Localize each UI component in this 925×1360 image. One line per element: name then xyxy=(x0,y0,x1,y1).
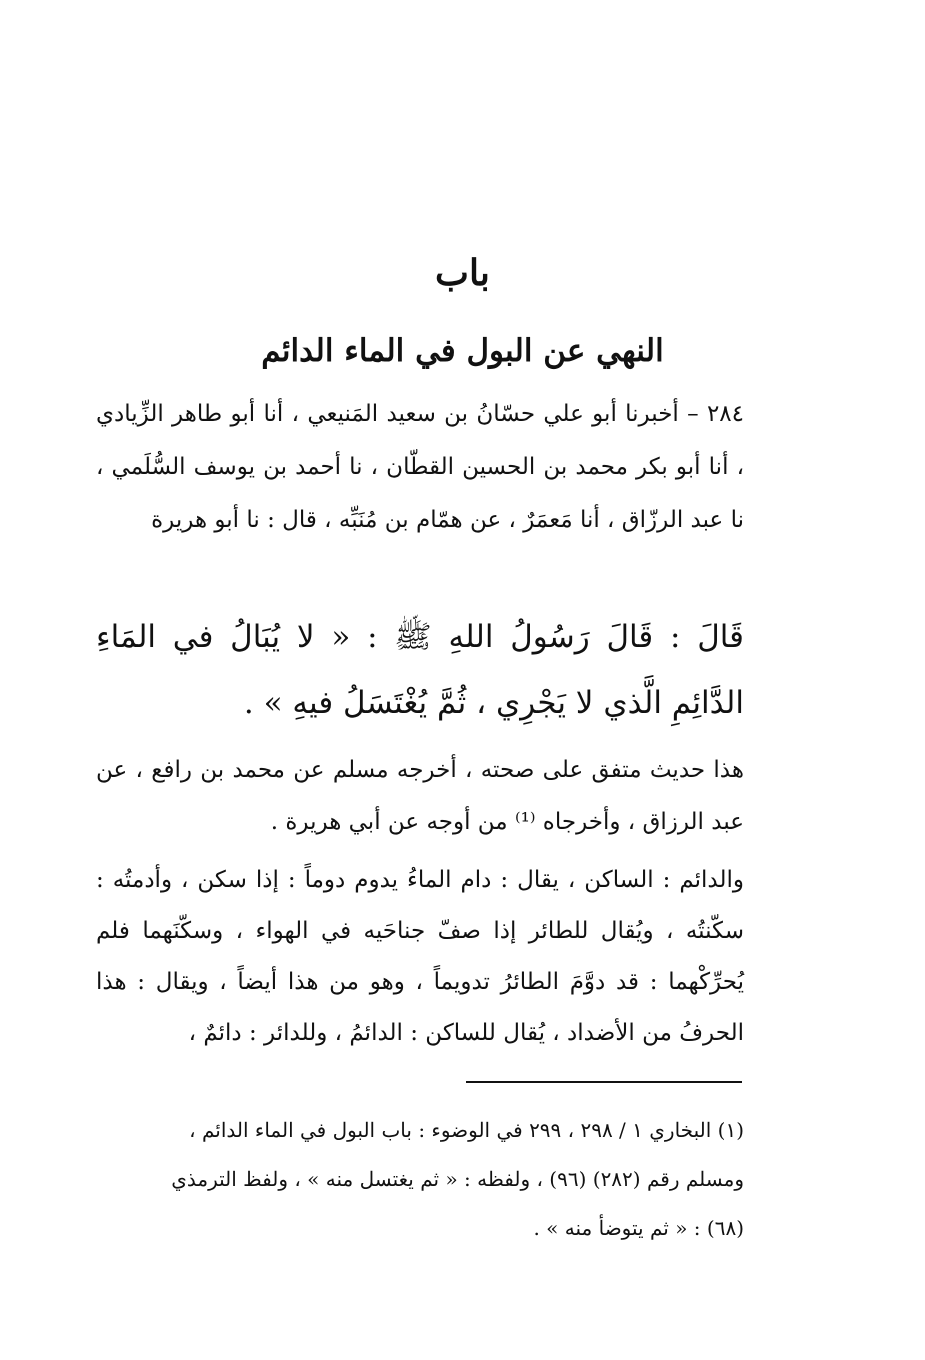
footnote-divider xyxy=(466,1081,742,1083)
chapter-label: باب xyxy=(435,252,490,294)
footnotes xyxy=(96,1106,744,1253)
footnote-line: (٦٨) : « ثم يتوضأ منه » . xyxy=(533,1216,744,1240)
footnote-line: ومسلم رقم (٢٨٢) (٩٦) ، ولفظه : « ثم يغتسل منه » ، ولفظ الترمذي xyxy=(171,1167,744,1191)
footnote-line: (١) البخاري ١ / ٢٩٨ ، ٢٩٩ في الوضوء : باب البول في الماء الدائم ، xyxy=(189,1118,744,1142)
hadith-commentary: هذا حديث متفق على صحته ، أخرجه مسلم عن محمد بن رافع ، عن عبد الرزاق ، وأخرجاه ⁽¹⁾ من أوجه عن أبي هريرة . xyxy=(96,757,744,835)
hadith-isnad xyxy=(96,388,744,547)
hadith-number: ٢٨٤ xyxy=(706,401,744,427)
word-explanation: والدائم : الساكن ، يقال : دام الماءُ يدوم دوماً : إذا سكن ، وأدمتُه : سكّنتُه ، ويُقال للطائر إذا صفّ جناحَيه في الهواء ، وسكّنَهما فلم يُحرِّكْهما : قد دوَّمَ الطائرُ تدويماً ، وهو من هذا أيضاً ، ويقال : هذا الحرفُ من الأضداد ، يُقال للساكن : الدائمُ ، وللدائر : دائمٌ ، xyxy=(96,867,744,1046)
hadith-matn: قَالَ : قَالَ رَسُولُ اللهِ ﷺ : « لا يُبَالُ في المَاءِ الدَّائِمِ الَّذي لا يَجْرِي ، ثُمَّ يُغْتَسَلُ فيهِ » . xyxy=(96,619,744,721)
isnad-text: – أخبرنا أبو علي حسّانُ بن سعيد المَنيعي ، أنا أبو طاهر الزِّيادي ، أنا أبو بكر محمد بن الحسين القطّان ، نا أحمد بن يوسف السُّلَمي ، نا عبد الرزّاق ، أنا مَعمَرٌ ، عن همّام بن مُنَبِّه ، قال : نا أبو هريرة xyxy=(96,401,744,533)
chapter-title: النهي عن البول في الماء الدائم xyxy=(261,333,664,369)
